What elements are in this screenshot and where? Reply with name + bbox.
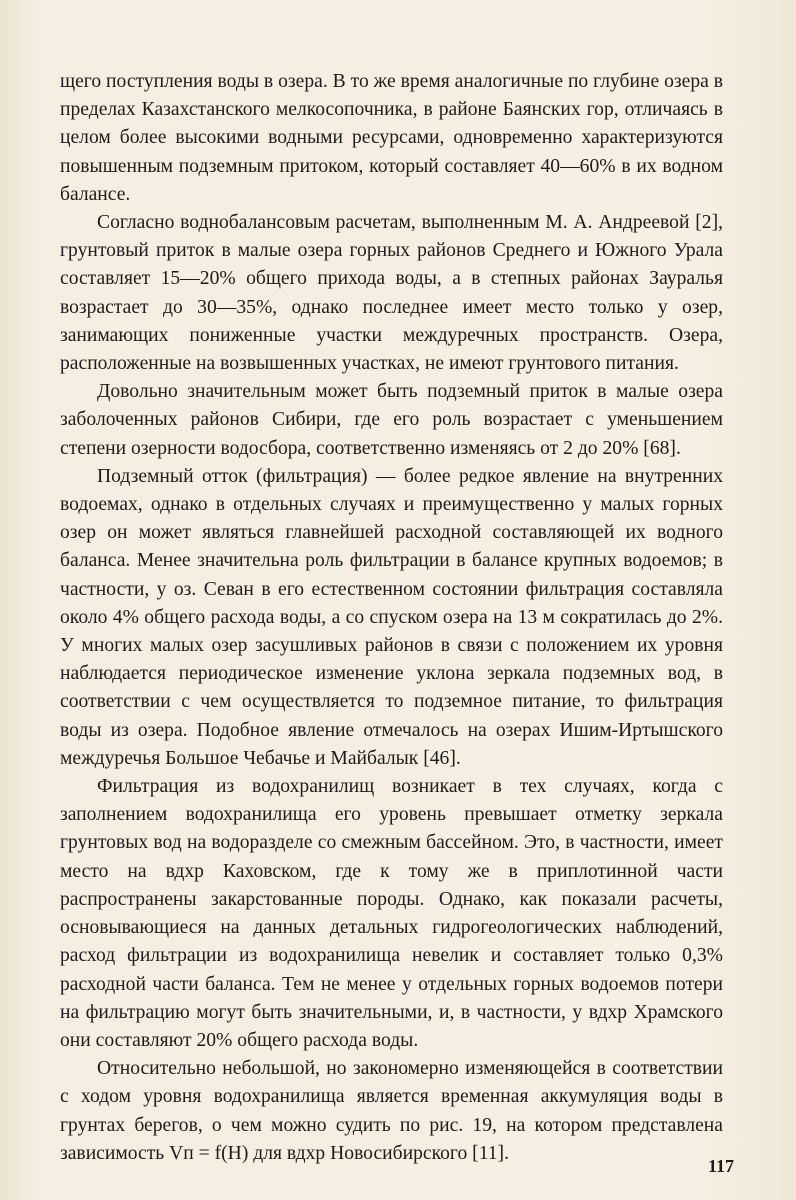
- body-text: [60, 68, 723, 1168]
- paragraph: Подземный отток (фильтрация) — более редкое явление на внутренних водоемах, однако в отдельных случаях и преимущественно у малых горных озер он может являться главнейшей расходной составляющей их водного баланса. Менее значительна роль фильтрации в балансе крупных водоемов; в частности, у оз. Севан в его естественном состоянии фильтрация составляла около 4% общего расхода воды, а со спуском озера на 13 м сократилась до 2%. У многих малых озер засушливых районов в связи с положением их уровня наблюдается периодическое изменение уклона зеркала подземных вод, в соответствии с чем осуществляется то подземное питание, то фильтрация воды из озера. Подобное явление отмечалось на озерах Ишим-Иртышского междуречья Большое Чебачье и Майбалык [46].: [60, 465, 723, 769]
- paragraph: Довольно значительным может быть подземный приток в малые озера заболоченных районов Сибири, где его роль возрастает с уменьшением степени озерности водосбора, соответственно изменяясь от 2 до 20% [68].: [60, 381, 723, 459]
- paragraph: Относительно небольшой, но закономерно изменяющейся в соответствии с ходом уровня водохранилища является временная аккумуляция воды в грунтах берегов, о чем можно судить по рис. 19, на котором представлена зависимость Vп = f(H) для вдхр Новосибирского [11].: [60, 1058, 723, 1164]
- page-number: 117: [707, 1156, 734, 1176]
- paragraph: Согласно воднобалансовым расчетам, выполненным М. А. Андреевой [2], грунтовый приток в малые озера горных районов Среднего и Южного Урала составляет 15—20% общего прихода воды, а в степных районах Зауралья возрастает до 30—35%, однако последнее имеет место только у озер, занимающих пониженные участки междуречных пространств. Озера, расположенные на возвышенных участках, не имеют грунтового питания.: [60, 212, 723, 375]
- paragraph: Фильтрация из водохранилищ возникает в тех случаях, когда с заполнением водохранилища его уровень превышает отметку зеркала грунтовых вод на водоразделе со смежным бассейном. Это, в частности, имеет место на вдхр Каховском, где к тому же в приплотинной части распространены закарстованные породы. Однако, как показали расчеты, основывающиеся на данных детальных гидрогеологических наблюдений, расход фильтрации из водохранилища невелик и составляет только 0,3% расходной части баланса. Тем не менее у отдельных горных водоемов потери на фильтрацию могут быть значительными, и, в частности, у вдхр Храмского они составляют 20% общего расхода воды.: [60, 776, 723, 1051]
- paragraph: щего поступления воды в озера. В то же время аналогичные по глубине озера в пределах Казахстанского мелкосопочника, в районе Баянских гор, отличаясь в целом более высокими водными ресурсами, одновременно характеризуются повышенным подземным притоком, который составляет 40—60% в их водном балансе.: [60, 71, 723, 205]
